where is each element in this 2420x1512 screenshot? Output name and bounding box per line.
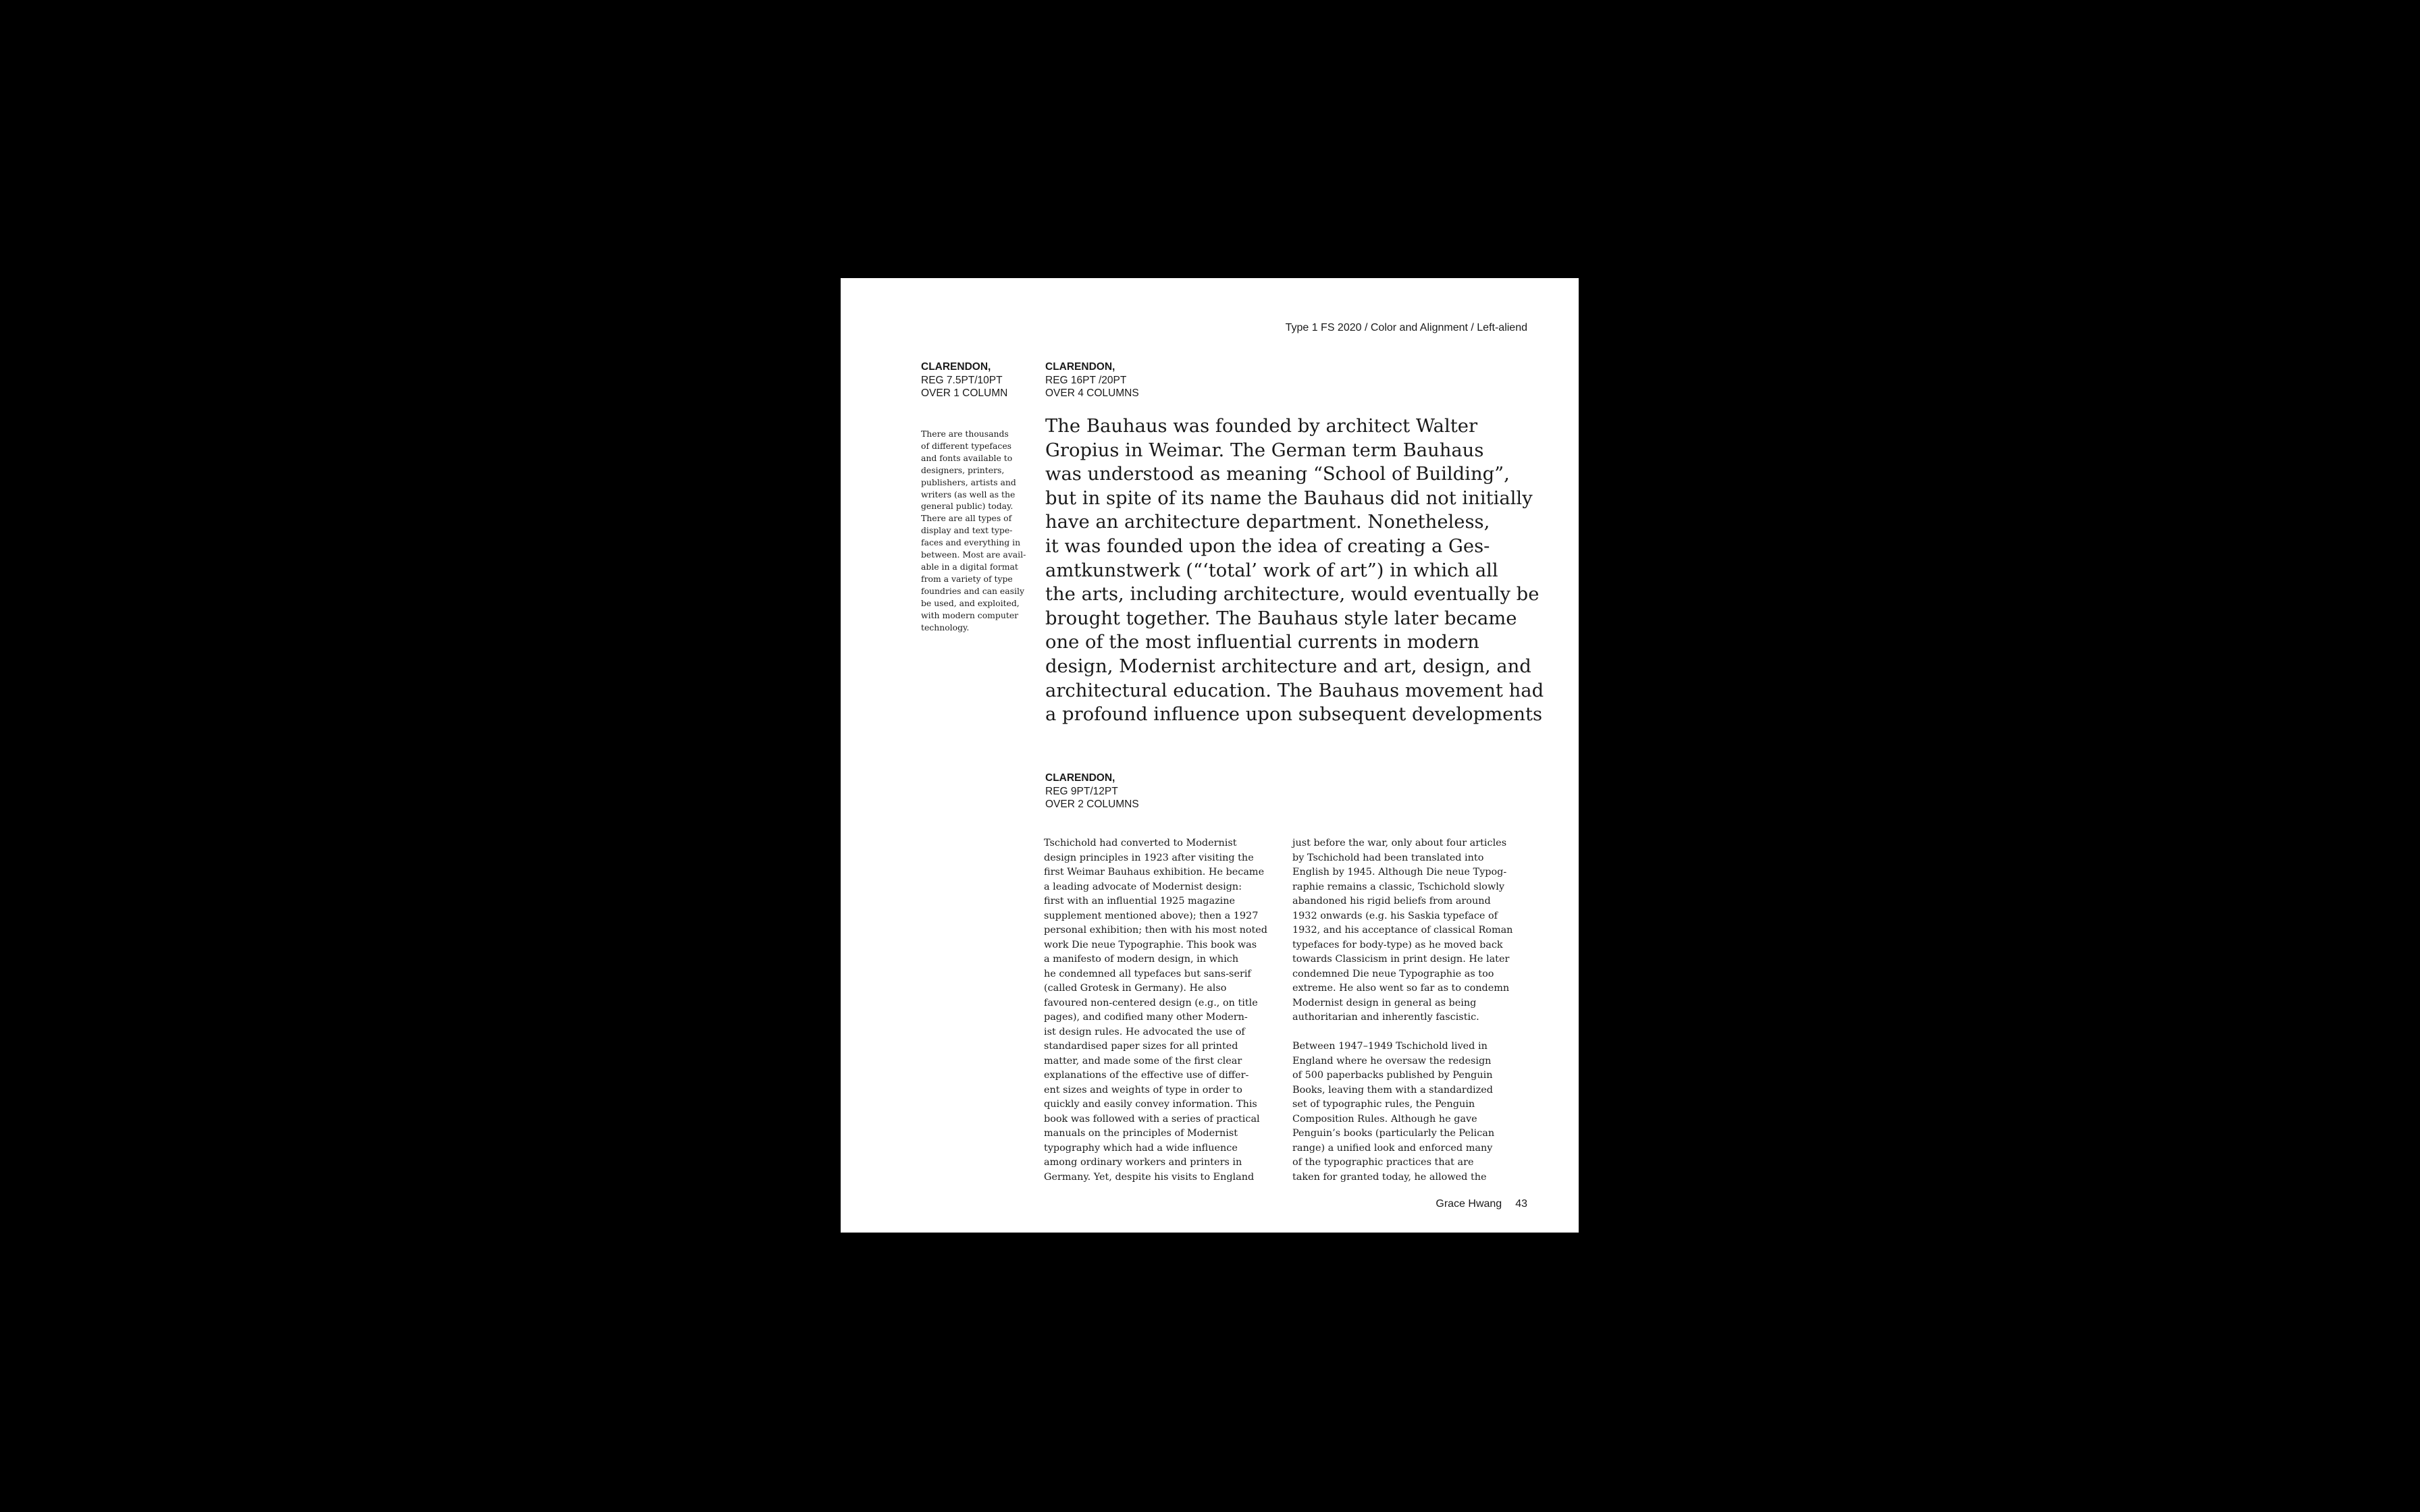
text-line: 1932 onwards (e.g. his Saskia typeface of [1292, 910, 1498, 921]
spec-typeface-name: CLARENDON, [1045, 772, 1115, 784]
sidebar-text-block [921, 428, 1036, 633]
text-line: work Die neue Typographie. This book was [1044, 939, 1257, 950]
text-line: condemned Die neue Typographie as too [1292, 968, 1494, 979]
text-line: Between 1947–1949 Tschichold lived in [1292, 1041, 1488, 1052]
body-text-type-spec [1045, 772, 1139, 811]
text-line: Modernist design in general as being [1292, 997, 1477, 1008]
spec-size: REG 9PT/12PT [1045, 785, 1118, 797]
text-line: design principles in 1923 after visiting the [1044, 852, 1254, 863]
page-number: 43 [1515, 1198, 1527, 1210]
text-line: typography which had a wide influence [1044, 1142, 1238, 1154]
text-line: (called Grotesk in Germany). He also [1044, 983, 1227, 994]
text-line: Gropius in Weimar. The German term Bauhaus [1045, 439, 1484, 461]
text-line: Penguin’s books (particularly the Pelican [1292, 1128, 1495, 1139]
text-line: publishers, artists and [921, 477, 1016, 487]
text-line: designers, printers, [921, 464, 1005, 475]
text-line: Composition Rules. Although he gave [1292, 1113, 1477, 1125]
text-line: ist design rules. He advocated the use of [1044, 1026, 1245, 1037]
text-line: general public) today. [921, 501, 1014, 512]
text-line: 1932, and his acceptance of classical Roman [1292, 925, 1513, 936]
text-line: There are all types of [921, 513, 1012, 524]
text-line: abandoned his rigid beliefs from around [1292, 896, 1491, 907]
page-footer [1436, 1197, 1527, 1211]
text-line: by Tschichold had been translated into [1292, 852, 1484, 863]
text-line: foundries and can easily [921, 585, 1024, 596]
text-line: favoured non-centered design (e.g., on title [1044, 997, 1258, 1008]
text-line: England where he oversaw the redesign [1292, 1055, 1492, 1066]
text-line: There are thousands [921, 429, 1009, 439]
text-line: among ordinary workers and printers in [1044, 1157, 1242, 1168]
text-line: and fonts available to [921, 452, 1013, 463]
text-line: be used, and exploited, [921, 597, 1020, 608]
body-column-left [1044, 836, 1287, 1185]
text-line: technology. [921, 622, 970, 632]
large-text-block [1045, 414, 1544, 727]
spec-span: OVER 1 COLUMN [921, 387, 1008, 399]
text-line: it was founded upon the idea of creating a Ges- [1045, 535, 1490, 557]
text-line: a profound influence upon subsequent developments [1045, 704, 1543, 726]
text-line: architectural education. The Bauhaus movement had [1045, 680, 1544, 701]
text-line: ent sizes and weights of type in order to [1044, 1084, 1242, 1096]
text-line: pages), and codified many other Modern- [1044, 1012, 1248, 1023]
text-line: brought together. The Bauhaus style later became [1045, 608, 1517, 629]
body-column-right [1292, 836, 1535, 1185]
text-line: The Bauhaus was founded by architect Walter [1045, 416, 1478, 437]
text-line: supplement mentioned above); then a 1927 [1044, 910, 1259, 921]
text-line: a leading advocate of Modernist design: [1044, 881, 1242, 892]
text-line: standardised paper sizes for all printed [1044, 1041, 1238, 1052]
running-header: Type 1 FS 2020 / Color and Alignment / Left-aliend [1285, 322, 1527, 333]
text-line: set of typographic rules, the Penguin [1292, 1099, 1475, 1110]
spec-span: OVER 4 COLUMNS [1045, 387, 1139, 399]
text-line: book was followed with a series of practical [1044, 1113, 1260, 1125]
text-line: quickly and easily convey information. This [1044, 1099, 1257, 1110]
text-line: between. Most are avail- [921, 549, 1026, 560]
text-line: design, Modernist architecture and art, design, and [1045, 655, 1531, 677]
text-line: authoritarian and inherently fascistic. [1292, 1012, 1479, 1023]
text-line: with modern computer [921, 610, 1019, 620]
text-line: manuals on the principles of Modernist [1044, 1128, 1238, 1139]
text-line: first Weimar Bauhaus exhibition. He became [1044, 867, 1265, 878]
spec-typeface-name: CLARENDON, [1045, 361, 1115, 373]
text-line: a manifesto of modern design, in which [1044, 954, 1239, 965]
text-line: English by 1945. Although Die neue Typog- [1292, 867, 1507, 878]
text-line: of 500 paperbacks published by Penguin [1292, 1070, 1493, 1081]
text-line: of different typefaces [921, 440, 1012, 451]
text-line: explanations of the effective use of differ- [1044, 1070, 1249, 1081]
large-text-type-spec [1045, 360, 1139, 400]
text-line: writers (as well as the [921, 489, 1016, 500]
text-line: display and text type- [921, 525, 1013, 536]
text-line: amtkunstwerk (“‘total’ work of art”) in which all [1045, 560, 1498, 581]
text-line: from a variety of type [921, 573, 1013, 584]
spec-size: REG 7.5PT/10PT [921, 374, 1003, 386]
text-line: have an architecture department. Nonetheless, [1045, 512, 1490, 533]
text-line: first with an influential 1925 magazine [1044, 896, 1236, 907]
text-line: personal exhibition; then with his most noted [1044, 925, 1268, 936]
spec-size: REG 16PT /20PT [1045, 374, 1127, 386]
document-page [841, 278, 1579, 1233]
text-line: Germany. Yet, despite his visits to England [1044, 1171, 1255, 1183]
text-line: but in spite of its name the Bauhaus did not initially [1045, 487, 1533, 509]
text-line: Tschichold had converted to Modernist [1044, 838, 1237, 848]
text-line: able in a digital format [921, 561, 1018, 572]
text-line: of the typographic practices that are [1292, 1157, 1474, 1168]
sidebar-type-spec [921, 360, 1007, 400]
spec-span: OVER 2 COLUMNS [1045, 799, 1139, 810]
spec-typeface-name: CLARENDON, [921, 361, 991, 373]
footer-author: Grace Hwang [1436, 1198, 1502, 1210]
text-line: range) a unified look and enforced many [1292, 1142, 1493, 1154]
text-line: towards Classicism in print design. He later [1292, 954, 1510, 965]
text-line: extreme. He also went so far as to condemn [1292, 983, 1510, 994]
text-line: typefaces for body-type) as he moved back [1292, 939, 1503, 950]
text-line: just before the war, only about four articles [1292, 838, 1507, 848]
text-line: taken for granted today, he allowed the [1292, 1171, 1487, 1183]
text-line: faces and everything in [921, 537, 1021, 548]
text-line: one of the most influential currents in modern [1045, 632, 1479, 653]
text-line: the arts, including architecture, would eventually be [1045, 584, 1540, 605]
text-line: matter, and made some of the first clear [1044, 1055, 1242, 1066]
paragraph-spacer [1292, 1025, 1535, 1040]
text-line: was understood as meaning “School of Building”, [1045, 464, 1510, 485]
text-line: he condemned all typefaces but sans-serif [1044, 968, 1251, 979]
text-line: Books, leaving them with a standardized [1292, 1084, 1493, 1096]
text-line: raphie remains a classic, Tschichold slowly [1292, 881, 1505, 892]
